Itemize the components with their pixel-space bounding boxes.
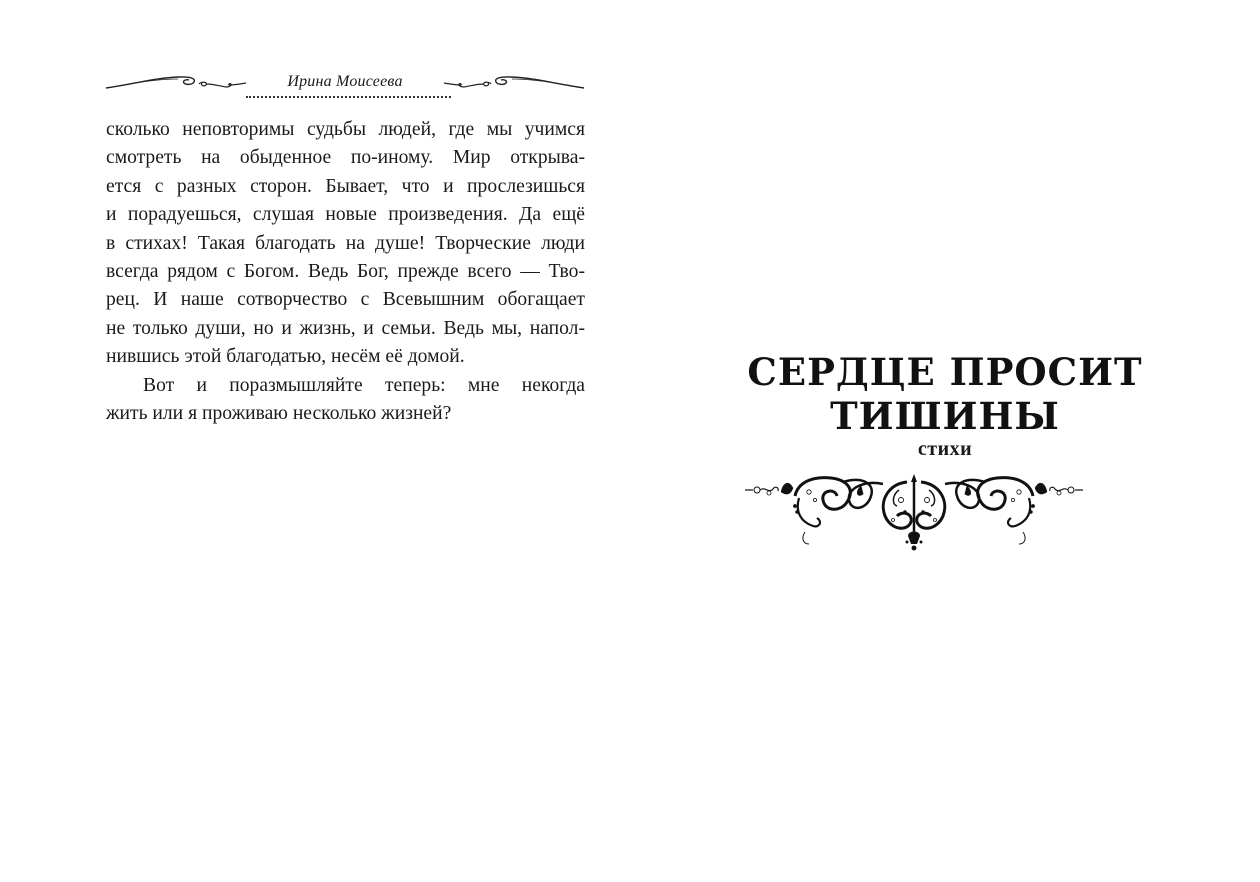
text-line: в стихах! Такая благодать на душе! Творческие люди bbox=[106, 232, 585, 254]
text-line: жить или я проживаю несколько жизней? bbox=[106, 403, 452, 425]
body-text bbox=[106, 116, 585, 428]
paragraph-1 bbox=[106, 116, 585, 372]
paragraph-2 bbox=[106, 372, 585, 429]
author-name: Ирина Моисеева bbox=[287, 73, 403, 90]
text-line: и порадуешься, слушая новые произведения. Да ещё bbox=[106, 204, 585, 226]
section-title-line-2: ТИШИНЫ bbox=[830, 394, 1060, 438]
right-page bbox=[630, 0, 1260, 882]
text-line: рец. И наше сотворчество с Всевышним обогащает bbox=[106, 289, 585, 311]
section-title-line-1: СЕРДЦЕ ПРОСИТ bbox=[747, 350, 1143, 394]
dotted-rule bbox=[246, 96, 451, 100]
flourish-right-icon bbox=[441, 72, 586, 94]
text-line: смотреть на обыденное по-иному. Мир открыва- bbox=[106, 147, 585, 169]
running-head bbox=[104, 68, 586, 104]
baroque-flourish-icon bbox=[743, 472, 1085, 558]
text-line: всегда рядом с Богом. Ведь Бог, прежде всего — Тво- bbox=[106, 261, 585, 283]
section-subtitle: стихи bbox=[917, 438, 973, 460]
text-line: Вот и поразмышляйте теперь: мне некогда bbox=[143, 374, 585, 396]
text-line: не только души, но и жизнь, и семьи. Ведь мы, напол- bbox=[106, 317, 585, 339]
text-line: ется с разных сторон. Бывает, что и прослезишься bbox=[106, 175, 585, 197]
text-line: сколько неповторимы судьбы людей, где мы учимся bbox=[106, 119, 585, 140]
text-line: нившись этой благодатью, несём её домой. bbox=[106, 346, 465, 368]
section-title-block bbox=[730, 350, 1160, 461]
